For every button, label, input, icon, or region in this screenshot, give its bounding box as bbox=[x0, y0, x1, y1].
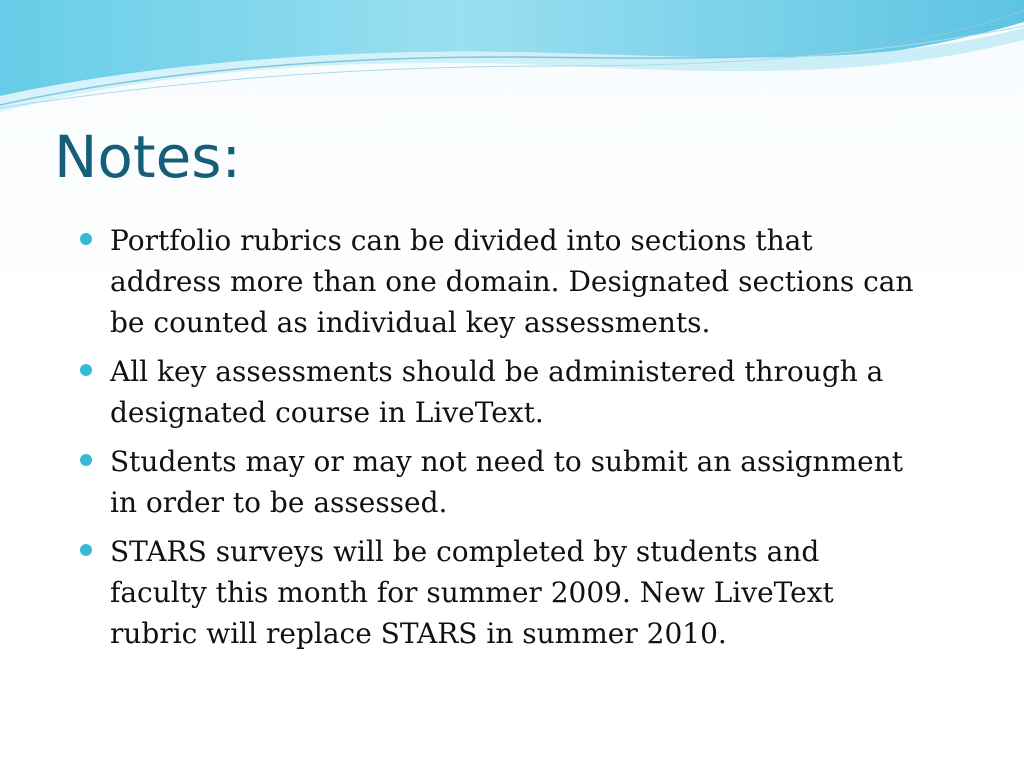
bullet-dot-icon bbox=[80, 544, 92, 556]
bullet-text: Portfolio rubrics can be divided into sections that address more than one domain. Designated sections can be counted as individual key assessments. bbox=[110, 224, 914, 339]
slide-title: Notes: bbox=[54, 123, 242, 191]
bullet-text: STARS surveys will be completed by students and faculty this month for summer 2009. New LiveText rubric will replace STARS in summer 2010. bbox=[110, 535, 834, 650]
header-wave-decoration bbox=[0, 0, 1024, 120]
bullet-list bbox=[78, 220, 918, 662]
bullet-text: Students may or may not need to submit an assignment in order to be assessed. bbox=[110, 445, 903, 519]
bullet-item bbox=[78, 441, 918, 523]
bullet-item bbox=[78, 351, 918, 433]
bullet-text: All key assessments should be administered through a designated course in LiveText. bbox=[110, 355, 884, 429]
bullet-dot-icon bbox=[80, 364, 92, 376]
bullet-dot-icon bbox=[80, 233, 92, 245]
bullet-item bbox=[78, 531, 918, 654]
bullet-dot-icon bbox=[80, 454, 92, 466]
bullet-item bbox=[78, 220, 918, 343]
